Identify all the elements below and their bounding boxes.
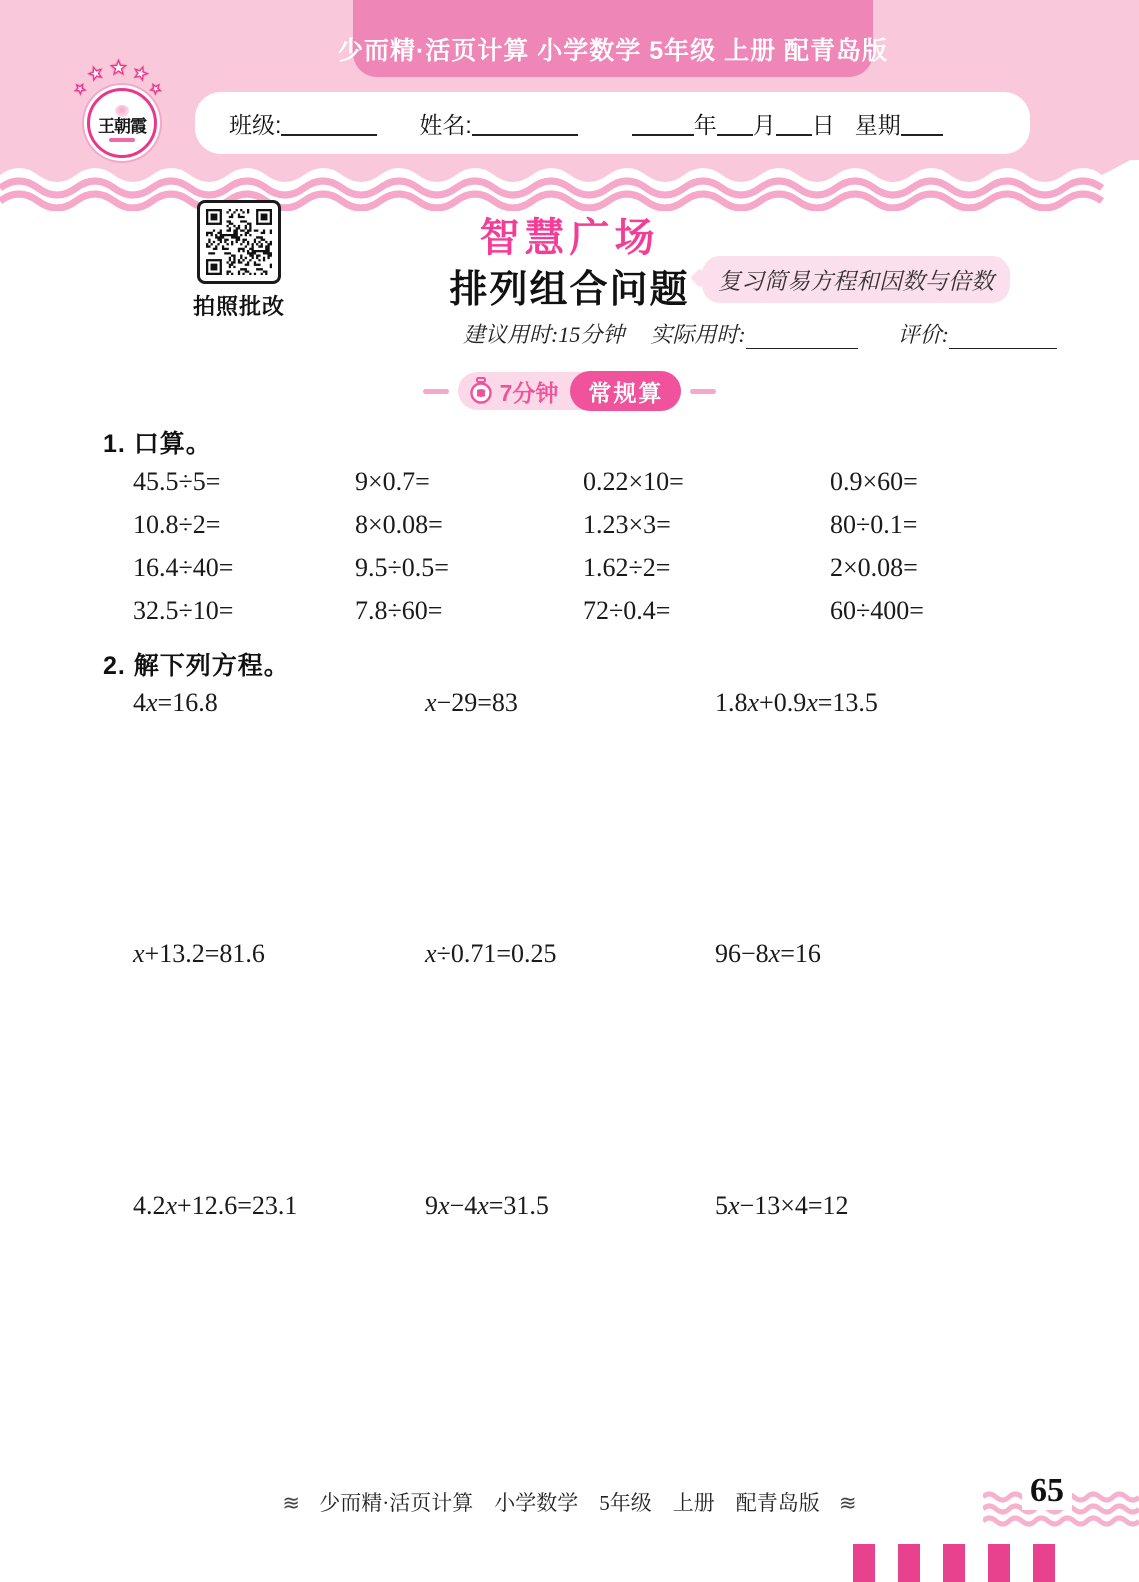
mode-pill: 常规算 <box>570 371 681 411</box>
star-icon: ★ <box>130 61 152 86</box>
class-blank[interactable] <box>281 110 377 136</box>
oral-problem: 80÷0.1= <box>830 509 918 539</box>
oral-problem: 7.8÷60= <box>355 595 443 625</box>
oral-problem: 72÷0.4= <box>583 595 671 625</box>
timer-minutes: 7分钟 <box>499 379 559 406</box>
oral-problem: 16.4÷40= <box>133 552 234 582</box>
suggested-time-label: 建议用时:15分钟 <box>463 322 625 347</box>
star-icon: ★ <box>70 79 90 98</box>
equation: x−29=83 <box>425 688 518 717</box>
equation: 4x=16.8 <box>133 688 218 717</box>
student-info-form <box>195 92 1030 154</box>
wave-mark-icon: ≋ <box>839 1491 857 1515</box>
bottom-bar-decoration <box>1033 1544 1055 1582</box>
timer-badge <box>458 372 682 410</box>
oral-problem: 32.5÷10= <box>133 595 234 625</box>
equation: x÷0.71=0.25 <box>425 939 557 968</box>
brand-logo-text: 王朝霞 <box>98 116 146 136</box>
stopwatch-icon <box>468 377 494 405</box>
equation-row <box>133 1191 1093 1221</box>
year-label: 年 <box>693 111 717 138</box>
oral-problem: 1.23×3= <box>583 509 671 539</box>
week-blank[interactable] <box>901 110 943 136</box>
rating-label: 评价: <box>897 322 949 347</box>
oral-problem: 9×0.7= <box>355 466 430 496</box>
equation: 1.8x+0.9x=13.5 <box>715 688 878 717</box>
footer-text: 少而精·活页计算 小学数学 5年级 上册 配青岛版 <box>319 1491 820 1515</box>
oral-problem: 0.9×60= <box>830 466 918 496</box>
equation: 96−8x=16 <box>715 939 821 968</box>
series-banner-text: 少而精·活页计算 小学数学 5年级 上册 配青岛版 <box>338 37 889 65</box>
equation: 4.2x+12.6=23.1 <box>133 1191 298 1220</box>
day-blank[interactable] <box>776 110 812 136</box>
actual-time-label: 实际用时: <box>650 322 746 347</box>
bottom-bar-decoration <box>988 1544 1010 1582</box>
year-blank[interactable] <box>632 110 694 136</box>
page-number: 65 <box>1022 1472 1072 1510</box>
brand-logo-seal <box>109 138 135 142</box>
oral-problem: 9.5÷0.5= <box>355 552 449 582</box>
oral-problem: 60÷400= <box>830 595 924 625</box>
section2-heading: 2. 解下列方程。 <box>103 652 290 680</box>
bottom-bar-decoration <box>898 1544 920 1582</box>
oral-problem: 45.5÷5= <box>133 466 221 496</box>
badge-right-dash <box>690 389 716 394</box>
qr-caption: 拍照批改 <box>192 294 285 319</box>
star-icon: ★ <box>146 79 166 98</box>
name-blank[interactable] <box>472 110 578 136</box>
section1-heading: 1. 口算。 <box>103 430 212 458</box>
week-label: 星期 <box>854 111 901 138</box>
star-icon: ★ <box>110 58 128 79</box>
rating-blank[interactable] <box>949 324 1057 349</box>
oral-problem: 10.8÷2= <box>133 509 221 539</box>
oral-problem: 8×0.08= <box>355 509 443 539</box>
equation: 9x−4x=31.5 <box>425 1191 549 1220</box>
oral-problem: 2×0.08= <box>830 552 918 582</box>
oral-problems-grid <box>133 460 1093 632</box>
bottom-bar-decoration <box>943 1544 965 1582</box>
actual-time-blank[interactable] <box>746 324 858 349</box>
brand-logo-illustration <box>115 105 129 117</box>
time-meta-line <box>463 318 1057 349</box>
equation-row <box>133 939 1093 969</box>
oral-problem: 1.62÷2= <box>583 552 671 582</box>
month-blank[interactable] <box>717 110 753 136</box>
equation: 5x−13×4=12 <box>715 1191 849 1220</box>
timer-badge-row <box>0 372 1139 410</box>
day-label: 日 <box>811 111 835 138</box>
badge-left-dash <box>423 389 449 394</box>
footer-series-line <box>0 1487 1139 1517</box>
page-title: 排列组合问题 <box>449 269 690 311</box>
month-label: 月 <box>752 111 776 138</box>
series-banner <box>338 0 889 77</box>
review-topic-bubble: 复习简易方程和因数与倍数 <box>702 256 1010 303</box>
section-title: 智慧广场 <box>479 216 660 260</box>
wave-mark-icon: ≋ <box>282 1491 300 1515</box>
star-icon: ★ <box>85 61 107 86</box>
class-label: 班级: <box>229 111 282 138</box>
equation: x+13.2=81.6 <box>133 939 265 968</box>
brand-logo-circle <box>87 88 157 158</box>
name-label: 姓名: <box>419 111 472 138</box>
oral-problem: 0.22×10= <box>583 466 684 496</box>
bottom-bar-decoration <box>853 1544 875 1582</box>
brand-logo <box>70 56 180 186</box>
equation-row <box>133 688 1093 718</box>
